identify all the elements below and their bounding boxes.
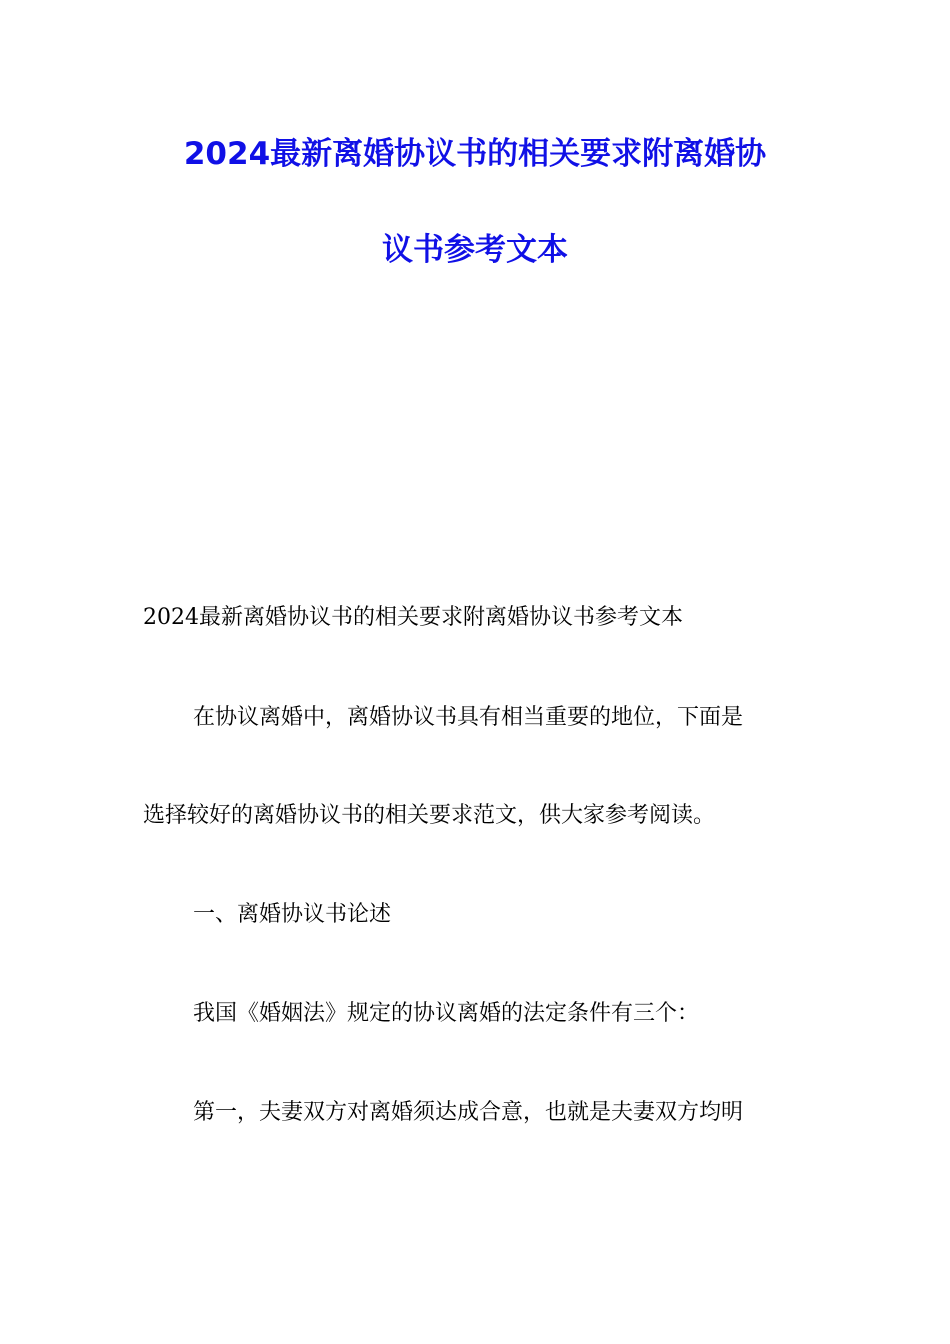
- body-line-2: 在协议离婚中，离婚协议书具有相当重要的地位，下面是: [193, 705, 744, 730]
- body-line-5: 我国《婚姻法》规定的协议离婚的法定条件有三个：: [193, 1001, 700, 1026]
- body-line-6: 第一，夫妻双方对离婚须达成合意，也就是夫妻双方均明: [193, 1100, 744, 1125]
- body-line-3: 选择较好的离婚协议书的相关要求范文，供大家参考阅读。: [143, 803, 716, 828]
- document-title-line-2: 议书参考文本: [382, 232, 568, 268]
- document-title-line-1: 2024最新离婚协议书的相关要求附离婚协: [183, 136, 767, 172]
- section-heading: 一、离婚协议书论述: [193, 902, 392, 927]
- body-line-1: 2024最新离婚协议书的相关要求附离婚协议书参考文本: [143, 605, 683, 630]
